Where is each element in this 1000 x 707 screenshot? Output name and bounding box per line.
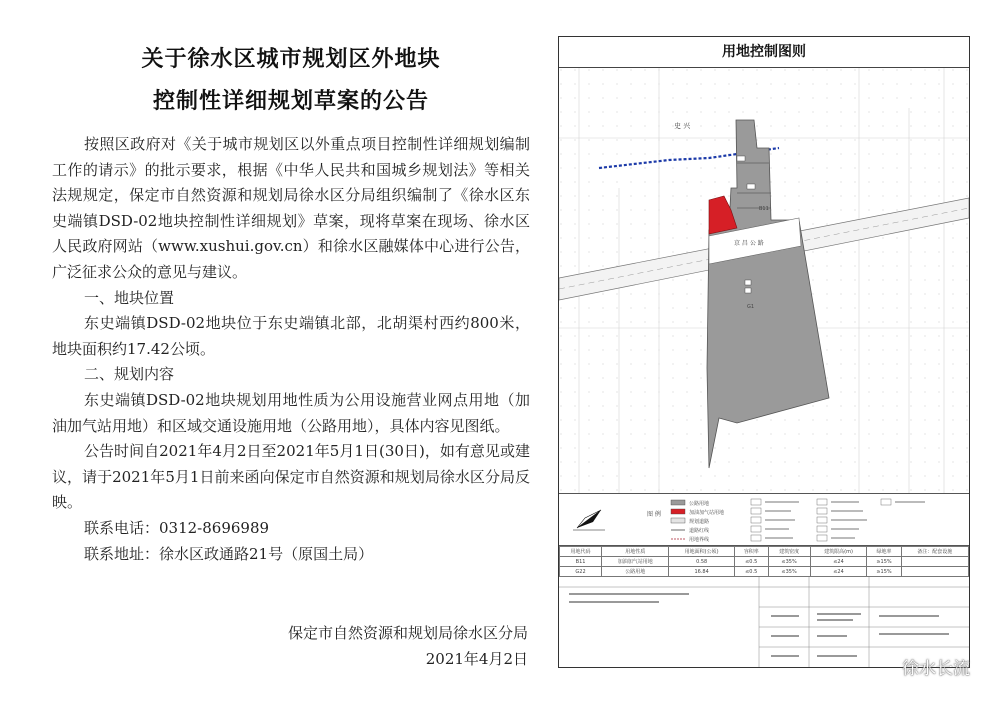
table-header: 用地性质 <box>602 547 669 557</box>
table-header: 用地代码 <box>560 547 602 557</box>
notice-date: 2021年4月2日 <box>425 650 528 668</box>
table-header: 建筑密度 <box>768 547 810 557</box>
notice-heading-location: 一、地块位置 <box>84 288 175 307</box>
table-header: 用地面积(公顷) <box>669 547 734 557</box>
table-header: 绿地率 <box>867 547 901 557</box>
legend-item: 规划道路 <box>689 519 710 525</box>
table-row: B11 加油加气站用地 0.58 ≤0.5 ≤35% ≤24 ≥15% <box>560 557 969 567</box>
notice-paragraph: 东史端镇DSD-02地块位于东史端镇北部，北胡渠村西约800米，地块面积约17.42公顷。 <box>52 314 530 358</box>
map-title: 用地控制图则 <box>559 37 969 68</box>
table-header: 备注：配套设施 <box>901 547 968 557</box>
legend <box>559 493 969 546</box>
table-header: 容积率 <box>734 547 768 557</box>
legend-item: 用地界线 <box>689 537 710 543</box>
legend-item: 公路用地 <box>689 501 710 507</box>
table-row: G22 公路用地 16.84 ≤0.5 ≤35% ≤24 ≥15% <box>560 567 969 577</box>
notice-heading-content: 二、规划内容 <box>84 365 175 384</box>
road-label: 京 昌 公 路 <box>734 240 764 247</box>
parcel-code-label: G1 <box>747 304 755 310</box>
legend-swatch-gray <box>671 500 685 505</box>
map-svg <box>559 68 969 493</box>
legend-item: 加油加气站用地 <box>689 510 725 516</box>
notice-title-line1: 关于徐水区城市规划区外地块 <box>141 46 441 72</box>
land-control-map <box>558 36 970 668</box>
contact-phone: 联系电话：0312-8696989 <box>84 518 270 537</box>
legend-swatch-red <box>671 509 685 514</box>
map-drawing <box>559 68 969 493</box>
notice-paragraph: 按照区政府对《关于城市规划区以外重点项目控制性详细规划编制工作的请示》的批示要求，根据《中华人民共和国城乡规划法》等相关法规规定，保定市自然资源和规划局徐水区分局组织编制了《徐水区东史端镇DSD-02地块控制性详细规划》草案，现将草案在现场、徐水区人民政府网站（www.xushui.gov.cn）和徐水区融媒体中心进行公告，广泛征求公众的意见与建议。 <box>52 135 530 281</box>
north-arrow-icon <box>573 510 605 530</box>
watermark: 徐水长流 <box>902 659 970 679</box>
notice-title-line2: 控制性详细规划草案的公告 <box>152 88 429 114</box>
signature: 保定市自然资源和规划局徐水区分局 <box>287 624 528 642</box>
legend-item: 道路红线 <box>689 528 710 534</box>
parcel-code-label: B11 <box>759 206 769 212</box>
table-header: 建筑限高(m) <box>810 547 867 557</box>
notice-paragraph: 公告时间自2021年4月2日至2021年5月1日(30日)，如有意见或建议，请于2021年5月1日前来函向保定市自然资源和规划局徐水区分局反映。 <box>52 442 530 512</box>
control-table <box>559 545 969 668</box>
contact-address: 联系地址：徐水区政通路21号（原国土局） <box>84 544 374 563</box>
village-label: 史 兴 <box>674 122 691 130</box>
notice-paragraph: 东史端镇DSD-02地块规划用地性质为公用设施营业网点用地（加油加气站用地）和区域交通设施用地（公路用地），具体内容见图纸。 <box>52 390 530 435</box>
notice <box>52 38 530 567</box>
legend-label: 图 例 <box>647 511 661 518</box>
